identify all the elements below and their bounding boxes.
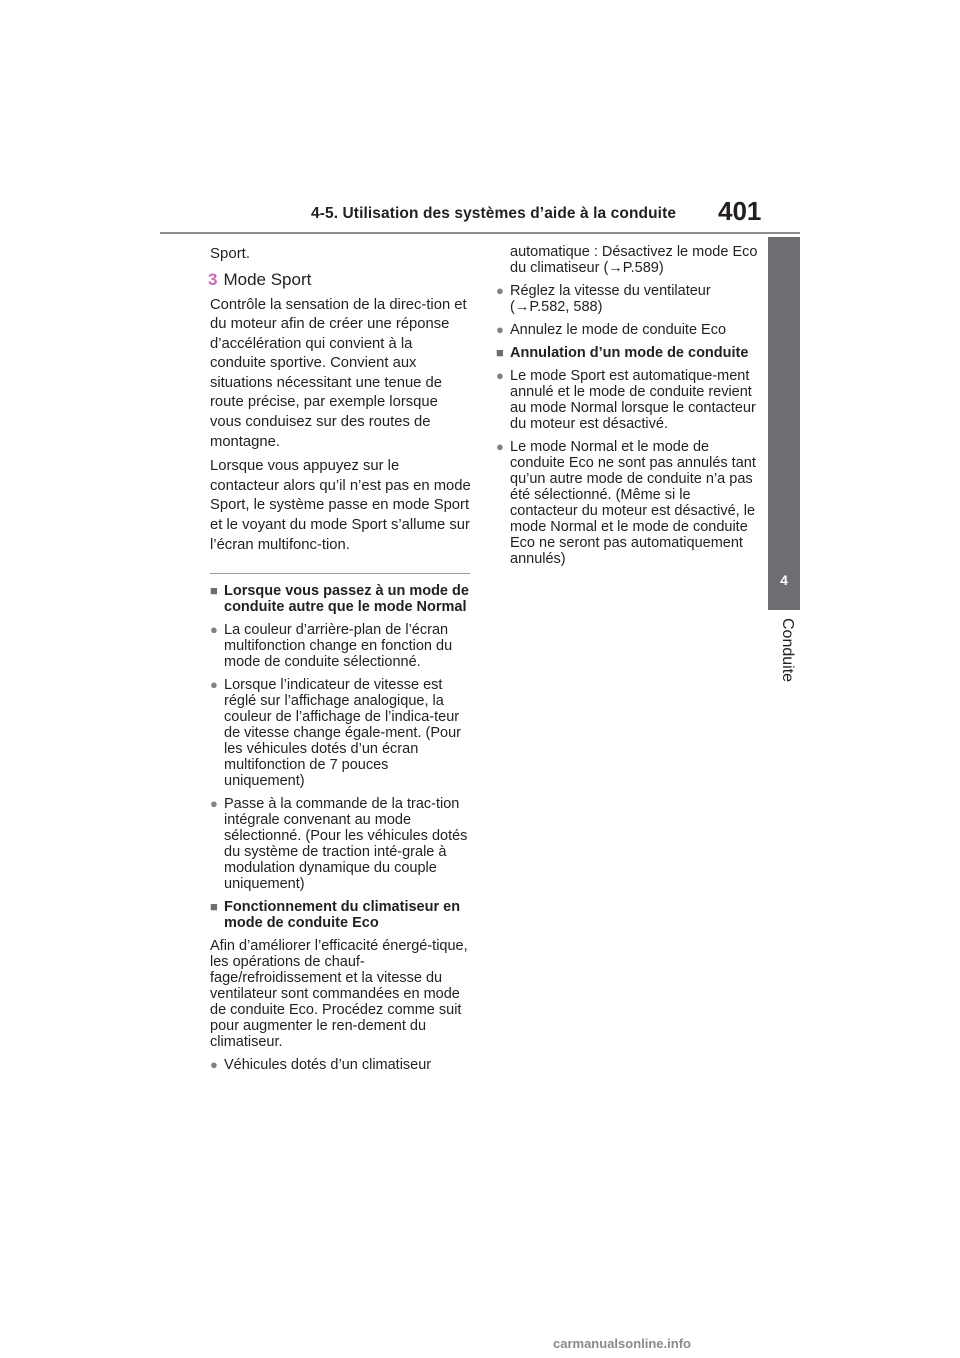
circle-bullet-icon: ● <box>210 1057 218 1073</box>
right-column <box>496 244 758 574</box>
list-item: ● La couleur d’arrière-plan de l’écran multifonction change en fonction du mode de conduite sélectionné. <box>210 622 453 671</box>
section-title: Fonctionnement du climatiseur en mode de conduite Eco <box>224 899 461 932</box>
list-item: ● Véhicules dotés d’un climatiseur <box>210 1057 432 1074</box>
circle-bullet-icon: ● <box>496 283 504 298</box>
list-item: ● Le mode Normal et le mode de conduite Eco ne sont pas annulés tant qu’un autre mode de conduite n’a pas été sélectionné. (Même si le contacteur du moteur est désactivé, le mode Normal et le mode de conduite Eco ne seront pas automatiquement annulés) <box>496 439 756 567</box>
running-header: 4-5. Utilisation des systèmes d’aide à la conduite <box>311 205 677 222</box>
square-bullet-icon: ■ <box>210 899 218 915</box>
left-column <box>210 244 472 1080</box>
paragraph: Contrôle la sensation de la direc-tion et du moteur afin de créer une réponse d’accélération qui convient à la conduite sportive. Convient aux situations nécessitant une tenue de route précise, par exemple lorsque vous conduisez sur des routes de montagne. <box>210 296 467 450</box>
list-item: ● Réglez la vitesse du ventilateur (→P.582, 588) <box>496 283 711 315</box>
section-heading <box>210 583 472 615</box>
square-bullet-icon: ■ <box>496 345 504 360</box>
circle-bullet-icon: ● <box>210 622 218 638</box>
circle-bullet-icon: ● <box>210 677 218 693</box>
list-item-continuation: automatique : Désactivez le mode Eco du climatiseur (→P.589) <box>510 244 758 276</box>
paragraph: Lorsque vous appuyez sur le contacteur alors qu’il n’est pas en mode Sport, le système passe en mode Sport et le voyant du mode Sport s’allume sur l’écran multifonc-tion. <box>210 458 471 553</box>
step-heading <box>208 270 472 290</box>
section-title: Lorsque vous passez à un mode de conduite autre que le mode Normal <box>224 583 469 616</box>
circle-bullet-icon: ● <box>496 322 504 337</box>
square-bullet-icon: ■ <box>210 583 218 599</box>
circle-bullet-icon: ● <box>496 368 504 383</box>
list-item: ● Passe à la commande de la trac-tion intégrale convenant au mode sélectionné. (Pour les véhicules dotés du système de traction inté-grale à modulation dynamique du couple uniquement) <box>210 796 468 893</box>
section-heading <box>496 345 758 361</box>
circle-bullet-icon: ● <box>210 796 218 812</box>
paragraph: Afin d’améliorer l’efficacité énergé-tique, les opérations de chauf-fage/refroidissement et la vitesse du ventilateur sont commandées en mode de conduite Eco. Procédez comme suit pour augmenter le ren-dement du climatiseur. <box>210 938 468 1051</box>
list-item: ● Annulez le mode de conduite Eco <box>496 322 727 338</box>
step-number: 3 <box>208 269 218 289</box>
circle-bullet-icon: ● <box>496 439 504 454</box>
chapter-tab <box>768 237 800 610</box>
list-item: ● Lorsque l’indicateur de vitesse est réglé sur l’affichage analogique, la couleur de l’affichage de l’indica-teur de vitesse change égale-ment. (Pour les véhicules dotés d’un écran multifonction de 7 pouces uniquement) <box>210 677 461 790</box>
chapter-tab-label: Conduite <box>779 618 796 683</box>
section-heading <box>210 899 472 931</box>
header-divider <box>160 232 800 234</box>
list-item: ● Le mode Sport est automatique-ment annulé et le mode de conduite revient au mode Normal lorsque le contacteur du moteur est désactivé. <box>496 368 756 432</box>
watermark: carmanualsonline.info <box>553 1336 691 1351</box>
intro-text: Sport. <box>210 245 251 262</box>
chapter-tab-number: 4 <box>780 572 788 588</box>
section-title: Annulation d’un mode de conduite <box>510 345 749 361</box>
page-number: 401 <box>718 196 762 226</box>
section-divider <box>210 573 470 574</box>
step-title: Mode Sport <box>223 269 312 289</box>
